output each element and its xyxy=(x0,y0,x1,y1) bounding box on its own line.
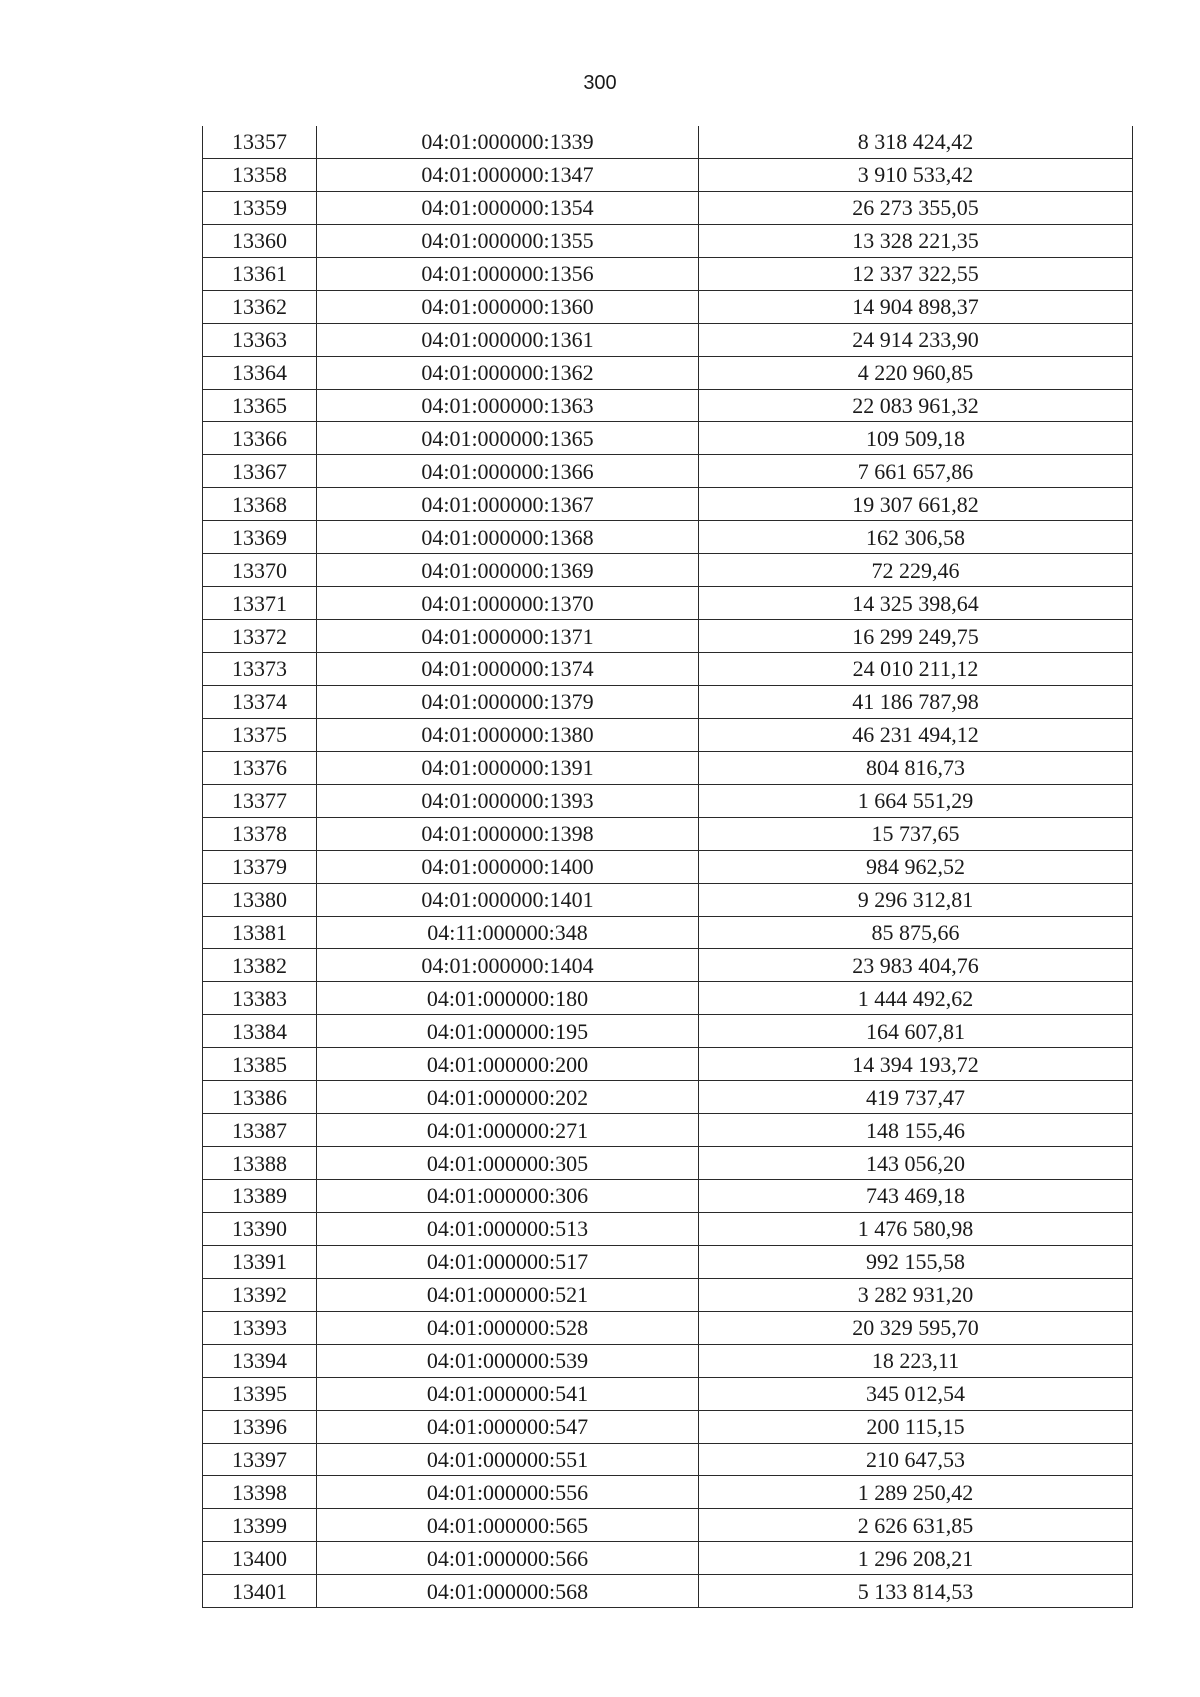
cadastral-value-cell: 345 012,54 xyxy=(699,1377,1133,1410)
row-number-cell: 13397 xyxy=(203,1443,317,1476)
table-row xyxy=(203,685,1133,718)
cadastral-value-cell: 26 273 355,05 xyxy=(699,191,1133,224)
row-number-cell: 13358 xyxy=(203,158,317,191)
row-number-cell: 13395 xyxy=(203,1377,317,1410)
cadastral-value-cell: 1 289 250,42 xyxy=(699,1476,1133,1509)
cadastral-number-cell: 04:01:000000:200 xyxy=(317,1048,699,1081)
cadastral-number-cell: 04:01:000000:1393 xyxy=(317,784,699,817)
cadastral-value-cell: 164 607,81 xyxy=(699,1015,1133,1048)
row-number-cell: 13372 xyxy=(203,620,317,653)
table-row xyxy=(203,455,1133,488)
cadastral-value-cell: 148 155,46 xyxy=(699,1114,1133,1147)
cadastral-value-cell: 5 133 814,53 xyxy=(699,1575,1133,1608)
table-row xyxy=(203,982,1133,1015)
table-row xyxy=(203,224,1133,257)
row-number-cell: 13382 xyxy=(203,949,317,982)
cadastral-number-cell: 04:01:000000:305 xyxy=(317,1147,699,1180)
table-row xyxy=(203,587,1133,620)
cadastral-value-cell: 984 962,52 xyxy=(699,850,1133,883)
cadastral-value-cell: 143 056,20 xyxy=(699,1147,1133,1180)
row-number-cell: 13369 xyxy=(203,521,317,554)
cadastral-number-cell: 04:01:000000:1379 xyxy=(317,685,699,718)
cadastral-number-cell: 04:01:000000:539 xyxy=(317,1344,699,1377)
table-row xyxy=(203,257,1133,290)
cadastral-number-cell: 04:01:000000:1370 xyxy=(317,587,699,620)
cadastral-value-cell: 24 010 211,12 xyxy=(699,653,1133,686)
table-row xyxy=(203,521,1133,554)
table-row xyxy=(203,1180,1133,1213)
cadastral-value-cell: 24 914 233,90 xyxy=(699,323,1133,356)
cadastral-number-cell: 04:01:000000:513 xyxy=(317,1212,699,1245)
row-number-cell: 13376 xyxy=(203,751,317,784)
cadastral-number-cell: 04:01:000000:568 xyxy=(317,1575,699,1608)
cadastral-value-cell: 419 737,47 xyxy=(699,1081,1133,1114)
table-row xyxy=(203,949,1133,982)
cadastral-number-cell: 04:01:000000:556 xyxy=(317,1476,699,1509)
cadastral-value-table xyxy=(202,126,1133,1608)
row-number-cell: 13385 xyxy=(203,1048,317,1081)
table-row xyxy=(203,784,1133,817)
cadastral-number-cell: 04:01:000000:1369 xyxy=(317,554,699,587)
cadastral-value-cell: 72 229,46 xyxy=(699,554,1133,587)
row-number-cell: 13367 xyxy=(203,455,317,488)
table-row xyxy=(203,1443,1133,1476)
cadastral-number-cell: 04:01:000000:521 xyxy=(317,1278,699,1311)
cadastral-value-cell: 109 509,18 xyxy=(699,422,1133,455)
table-row xyxy=(203,1509,1133,1542)
table-row xyxy=(203,126,1133,158)
cadastral-number-cell: 04:01:000000:1374 xyxy=(317,653,699,686)
cadastral-number-cell: 04:01:000000:1361 xyxy=(317,323,699,356)
cadastral-value-cell: 3 282 931,20 xyxy=(699,1278,1133,1311)
row-number-cell: 13401 xyxy=(203,1575,317,1608)
cadastral-number-cell: 04:01:000000:1366 xyxy=(317,455,699,488)
table-row xyxy=(203,1575,1133,1608)
cadastral-number-cell: 04:01:000000:528 xyxy=(317,1311,699,1344)
cadastral-number-cell: 04:01:000000:547 xyxy=(317,1410,699,1443)
cadastral-number-cell: 04:01:000000:1356 xyxy=(317,257,699,290)
row-number-cell: 13400 xyxy=(203,1542,317,1575)
row-number-cell: 13379 xyxy=(203,850,317,883)
row-number-cell: 13361 xyxy=(203,257,317,290)
cadastral-number-cell: 04:01:000000:1398 xyxy=(317,817,699,850)
cadastral-value-cell: 19 307 661,82 xyxy=(699,488,1133,521)
row-number-cell: 13388 xyxy=(203,1147,317,1180)
cadastral-value-cell: 200 115,15 xyxy=(699,1410,1133,1443)
table-row xyxy=(203,356,1133,389)
cadastral-value-cell: 46 231 494,12 xyxy=(699,718,1133,751)
row-number-cell: 13374 xyxy=(203,685,317,718)
cadastral-number-cell: 04:01:000000:1368 xyxy=(317,521,699,554)
row-number-cell: 13394 xyxy=(203,1344,317,1377)
cadastral-number-cell: 04:01:000000:1339 xyxy=(317,126,699,158)
table-row xyxy=(203,158,1133,191)
cadastral-value-cell: 12 337 322,55 xyxy=(699,257,1133,290)
row-number-cell: 13378 xyxy=(203,817,317,850)
cadastral-value-cell: 2 626 631,85 xyxy=(699,1509,1133,1542)
table-row xyxy=(203,883,1133,916)
table-row xyxy=(203,1114,1133,1147)
table-row xyxy=(203,323,1133,356)
table-row xyxy=(203,1081,1133,1114)
cadastral-value-cell: 3 910 533,42 xyxy=(699,158,1133,191)
row-number-cell: 13362 xyxy=(203,290,317,323)
cadastral-value-cell: 18 223,11 xyxy=(699,1344,1133,1377)
cadastral-number-cell: 04:01:000000:1363 xyxy=(317,389,699,422)
cadastral-value-cell: 14 904 898,37 xyxy=(699,290,1133,323)
row-number-cell: 13366 xyxy=(203,422,317,455)
row-number-cell: 13399 xyxy=(203,1509,317,1542)
table-row xyxy=(203,1147,1133,1180)
row-number-cell: 13396 xyxy=(203,1410,317,1443)
row-number-cell: 13363 xyxy=(203,323,317,356)
table-row xyxy=(203,751,1133,784)
row-number-cell: 13359 xyxy=(203,191,317,224)
cadastral-value-cell: 1 476 580,98 xyxy=(699,1212,1133,1245)
table-row xyxy=(203,1311,1133,1344)
cadastral-number-cell: 04:01:000000:517 xyxy=(317,1245,699,1278)
cadastral-value-cell: 13 328 221,35 xyxy=(699,224,1133,257)
cadastral-number-cell: 04:01:000000:180 xyxy=(317,982,699,1015)
cadastral-number-cell: 04:01:000000:566 xyxy=(317,1542,699,1575)
cadastral-number-cell: 04:01:000000:306 xyxy=(317,1180,699,1213)
table-row xyxy=(203,554,1133,587)
table-row xyxy=(203,1542,1133,1575)
table-row xyxy=(203,290,1133,323)
cadastral-value-cell: 16 299 249,75 xyxy=(699,620,1133,653)
table-body xyxy=(203,126,1133,1608)
cadastral-number-cell: 04:01:000000:1362 xyxy=(317,356,699,389)
row-number-cell: 13377 xyxy=(203,784,317,817)
cadastral-number-cell: 04:01:000000:195 xyxy=(317,1015,699,1048)
table-row xyxy=(203,718,1133,751)
cadastral-number-cell: 04:01:000000:1360 xyxy=(317,290,699,323)
cadastral-number-cell: 04:01:000000:541 xyxy=(317,1377,699,1410)
row-number-cell: 13373 xyxy=(203,653,317,686)
row-number-cell: 13386 xyxy=(203,1081,317,1114)
cadastral-number-cell: 04:01:000000:565 xyxy=(317,1509,699,1542)
page-number: 300 xyxy=(583,72,617,94)
row-number-cell: 13391 xyxy=(203,1245,317,1278)
row-number-cell: 13384 xyxy=(203,1015,317,1048)
row-number-cell: 13370 xyxy=(203,554,317,587)
table-row xyxy=(203,1212,1133,1245)
table-row xyxy=(203,1476,1133,1509)
cadastral-number-cell: 04:01:000000:271 xyxy=(317,1114,699,1147)
cadastral-value-cell: 1 296 208,21 xyxy=(699,1542,1133,1575)
cadastral-number-cell: 04:01:000000:1391 xyxy=(317,751,699,784)
table-row xyxy=(203,191,1133,224)
cadastral-value-cell: 210 647,53 xyxy=(699,1443,1133,1476)
cadastral-value-cell: 15 737,65 xyxy=(699,817,1133,850)
cadastral-number-cell: 04:01:000000:1401 xyxy=(317,883,699,916)
table-row xyxy=(203,653,1133,686)
cadastral-value-cell: 4 220 960,85 xyxy=(699,356,1133,389)
cadastral-value-cell: 9 296 312,81 xyxy=(699,883,1133,916)
row-number-cell: 13383 xyxy=(203,982,317,1015)
row-number-cell: 13360 xyxy=(203,224,317,257)
cadastral-number-cell: 04:01:000000:1371 xyxy=(317,620,699,653)
cadastral-value-cell: 20 329 595,70 xyxy=(699,1311,1133,1344)
cadastral-value-cell: 992 155,58 xyxy=(699,1245,1133,1278)
cadastral-number-cell: 04:01:000000:1400 xyxy=(317,850,699,883)
row-number-cell: 13390 xyxy=(203,1212,317,1245)
table-row xyxy=(203,488,1133,521)
table-row xyxy=(203,1377,1133,1410)
cadastral-number-cell: 04:01:000000:1380 xyxy=(317,718,699,751)
table-row xyxy=(203,850,1133,883)
cadastral-value-cell: 7 661 657,86 xyxy=(699,455,1133,488)
table-row xyxy=(203,1048,1133,1081)
row-number-cell: 13375 xyxy=(203,718,317,751)
table-row xyxy=(203,1410,1133,1443)
cadastral-value-cell: 1 664 551,29 xyxy=(699,784,1133,817)
cadastral-value-cell: 23 983 404,76 xyxy=(699,949,1133,982)
table-row xyxy=(203,620,1133,653)
cadastral-value-cell: 8 318 424,42 xyxy=(699,126,1133,158)
cadastral-value-cell: 22 083 961,32 xyxy=(699,389,1133,422)
row-number-cell: 13389 xyxy=(203,1180,317,1213)
cadastral-value-cell: 162 306,58 xyxy=(699,521,1133,554)
cadastral-number-cell: 04:01:000000:1404 xyxy=(317,949,699,982)
cadastral-number-cell: 04:11:000000:348 xyxy=(317,916,699,949)
cadastral-value-cell: 1 444 492,62 xyxy=(699,982,1133,1015)
table-row xyxy=(203,1278,1133,1311)
cadastral-number-cell: 04:01:000000:1347 xyxy=(317,158,699,191)
cadastral-value-cell: 804 816,73 xyxy=(699,751,1133,784)
cadastral-number-cell: 04:01:000000:1367 xyxy=(317,488,699,521)
row-number-cell: 13380 xyxy=(203,883,317,916)
cadastral-value-cell: 41 186 787,98 xyxy=(699,685,1133,718)
cadastral-value-cell: 14 394 193,72 xyxy=(699,1048,1133,1081)
row-number-cell: 13357 xyxy=(203,126,317,158)
cadastral-number-cell: 04:01:000000:551 xyxy=(317,1443,699,1476)
table-row xyxy=(203,389,1133,422)
cadastral-number-cell: 04:01:000000:202 xyxy=(317,1081,699,1114)
table-row xyxy=(203,1015,1133,1048)
cadastral-number-cell: 04:01:000000:1355 xyxy=(317,224,699,257)
row-number-cell: 13371 xyxy=(203,587,317,620)
row-number-cell: 13365 xyxy=(203,389,317,422)
cadastral-number-cell: 04:01:000000:1354 xyxy=(317,191,699,224)
row-number-cell: 13381 xyxy=(203,916,317,949)
cadastral-value-cell: 743 469,18 xyxy=(699,1180,1133,1213)
table-row xyxy=(203,817,1133,850)
table-row xyxy=(203,1245,1133,1278)
table-row xyxy=(203,916,1133,949)
cadastral-number-cell: 04:01:000000:1365 xyxy=(317,422,699,455)
row-number-cell: 13392 xyxy=(203,1278,317,1311)
row-number-cell: 13368 xyxy=(203,488,317,521)
cadastral-value-cell: 85 875,66 xyxy=(699,916,1133,949)
table-row xyxy=(203,1344,1133,1377)
row-number-cell: 13393 xyxy=(203,1311,317,1344)
row-number-cell: 13387 xyxy=(203,1114,317,1147)
row-number-cell: 13364 xyxy=(203,356,317,389)
table-row xyxy=(203,422,1133,455)
cadastral-value-cell: 14 325 398,64 xyxy=(699,587,1133,620)
row-number-cell: 13398 xyxy=(203,1476,317,1509)
